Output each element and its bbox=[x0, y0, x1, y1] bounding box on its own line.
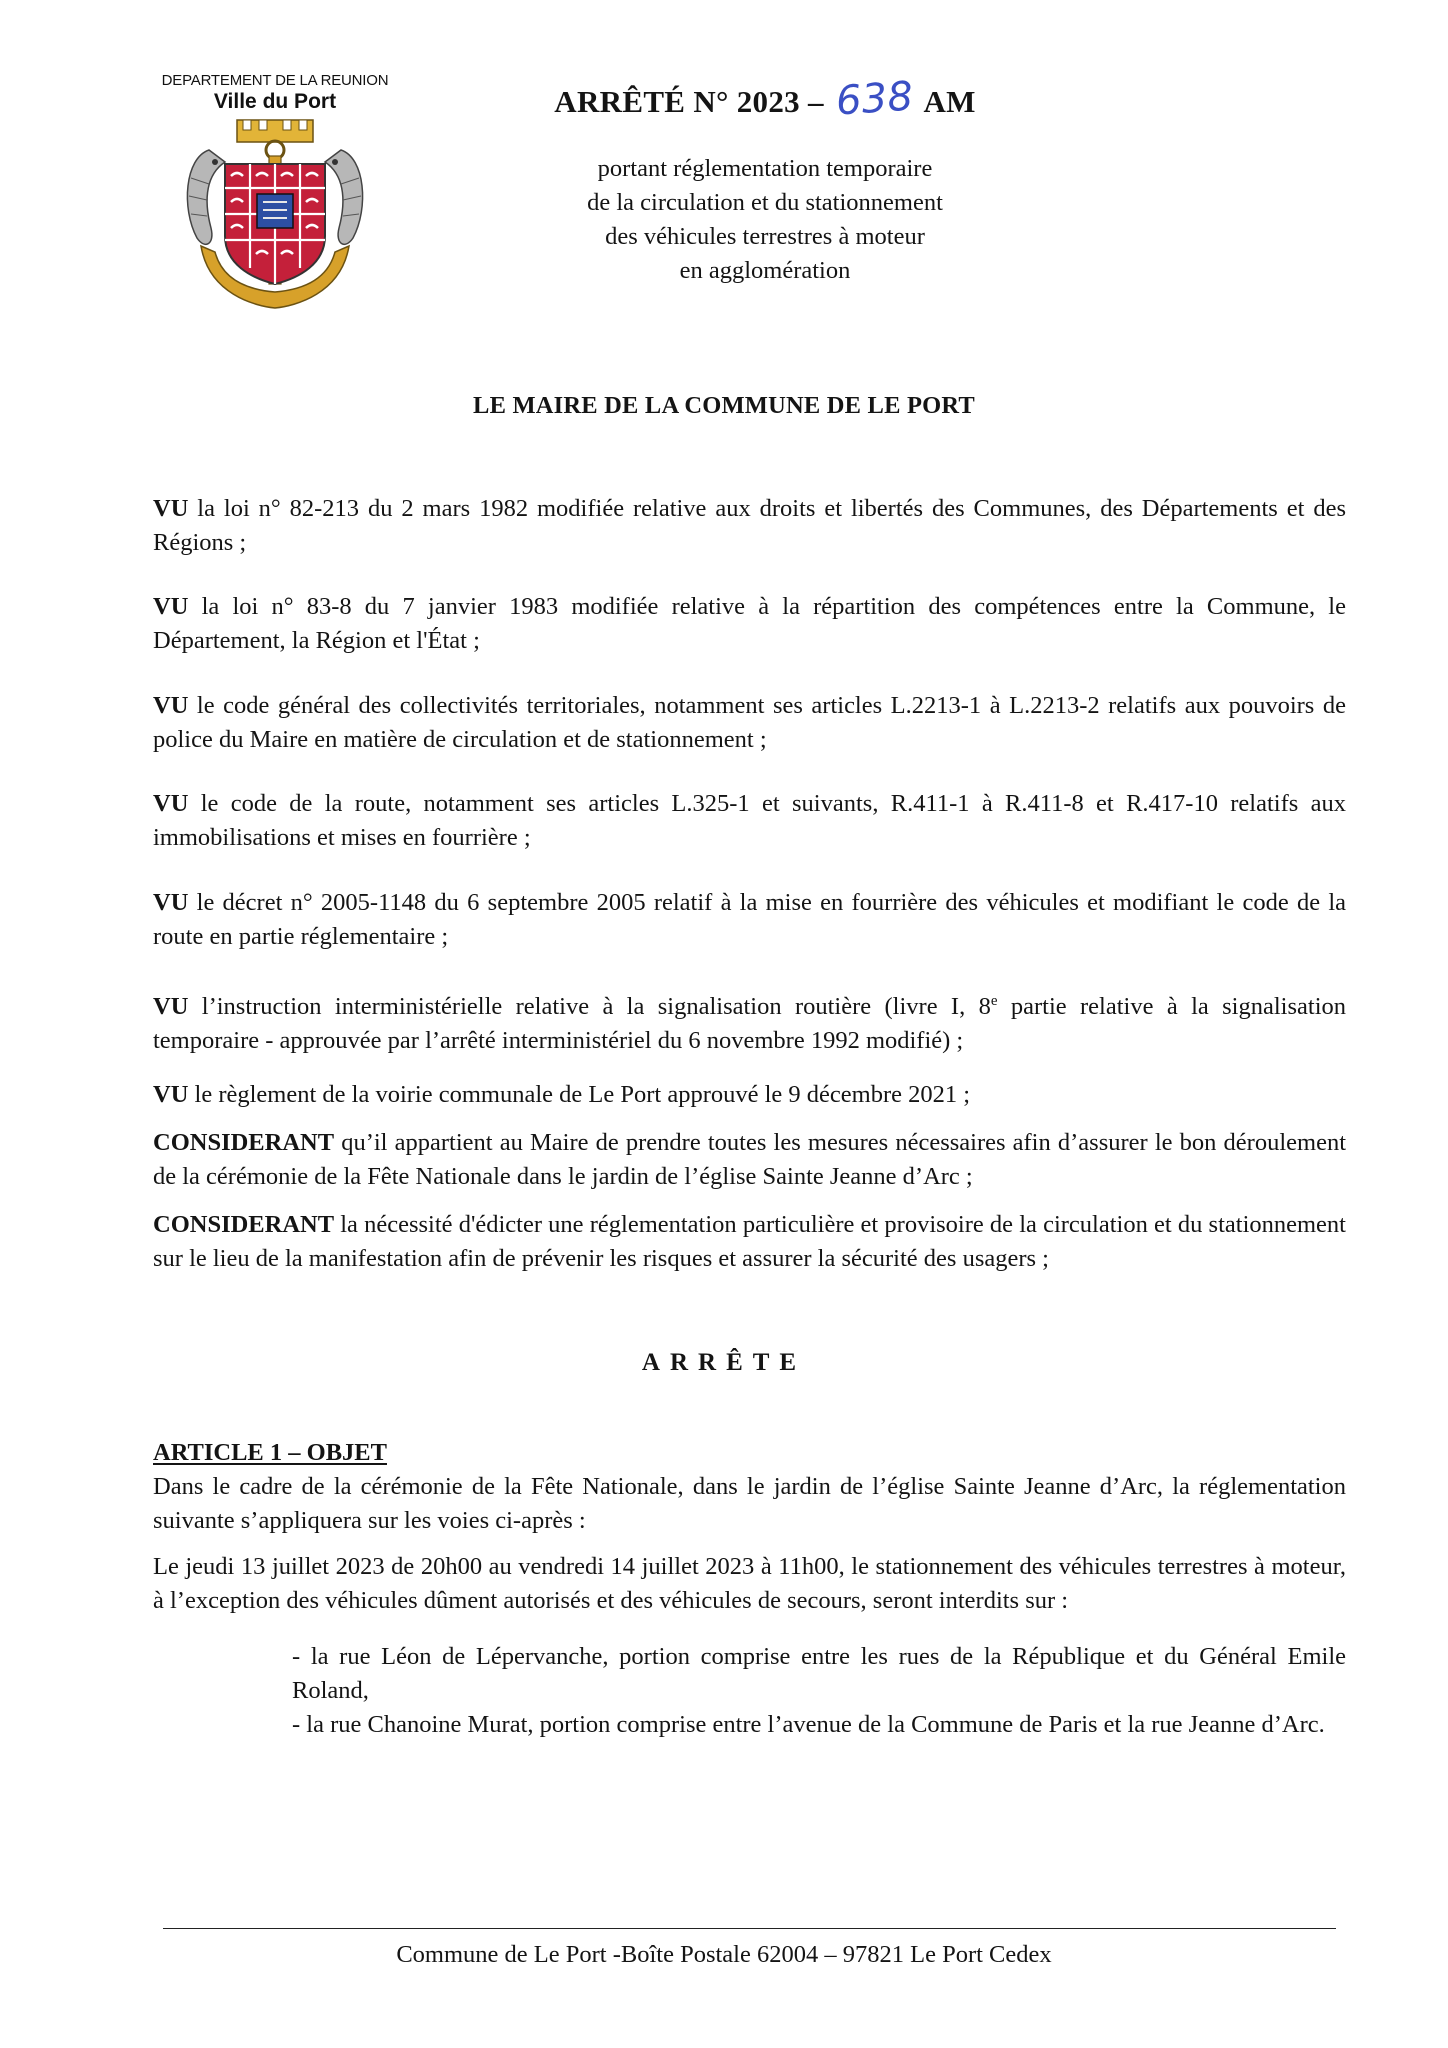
article-1-heading: ARTICLE 1 – OBJET bbox=[153, 1439, 387, 1466]
visa-text: l’instruction interministérielle relative à la signalisation routière (livre I, 8 bbox=[188, 993, 991, 1021]
street-list-item: - la rue Chanoine Murat, portion comprise entre l’avenue de la Commune de Paris et la rue Jeanne d’Arc. bbox=[292, 1711, 1325, 1738]
arrete-prefix: ARRÊTÉ N° 2023 – bbox=[554, 84, 824, 119]
considerant-lead: CONSIDERANT bbox=[153, 1211, 335, 1238]
visa-lead: VU bbox=[153, 889, 189, 916]
footer-divider bbox=[163, 1928, 1336, 1929]
article-1-intro: Dans le cadre de la cérémonie de la Fête Nationale, dans le jardin de l’église Sainte Jeanne d’Arc, la réglementation suivante s’appliquera sur les voies ci-après : bbox=[153, 1473, 1346, 1534]
visa-text: le règlement de la voirie communale de Le Port approuvé le 9 décembre 2021 ; bbox=[188, 1081, 971, 1108]
article-1-period: Le jeudi 13 juillet 2023 de 20h00 au vendredi 14 juillet 2023 à 11h00, le stationnement des véhicules terrestres à moteur, à l’exception des véhicules dûment autorisés et des véhicules de secours, seront interdits sur : bbox=[153, 1553, 1346, 1614]
visa-lead: VU bbox=[153, 692, 189, 719]
visa-paragraph bbox=[153, 492, 1346, 560]
considerant-paragraph bbox=[153, 1208, 1346, 1276]
arrete-suffix: AM bbox=[923, 84, 976, 119]
street-list bbox=[292, 1640, 1346, 1742]
handwritten-arrete-number: 638 bbox=[834, 73, 915, 125]
subtitle-line: des véhicules terrestres à moteur bbox=[605, 223, 925, 250]
article-1-section bbox=[153, 1436, 1346, 1618]
visas-section bbox=[153, 0, 1346, 1350]
street-list-item: - la rue Léon de Lépervanche, portion comprise entre les rues de la République et du Général Emile Roland, bbox=[292, 1643, 1346, 1704]
visa-text: le décret n° 2005-1148 du 6 septembre 2005 relatif à la mise en fourrière des véhicules et modifiant le code de la route en partie réglementaire ; bbox=[153, 889, 1346, 950]
visa-lead: VU bbox=[153, 790, 189, 817]
visa-text: le code de la route, notamment ses articles L.325-1 et suivants, R.411-1 à R.411-8 et R.417-10 relatifs aux immobilisations et mises en fourrière ; bbox=[153, 790, 1346, 851]
subtitle-line: portant réglementation temporaire bbox=[597, 155, 933, 182]
decision-heading: ARRÊTE bbox=[641, 1349, 807, 1376]
considerant-text: qu’il appartient au Maire de prendre toutes les mesures nécessaires afin d’assurer le bon déroulement de la cérémonie de la Fête Nationale dans le jardin de l’église Sainte Jeanne d’Arc ; bbox=[153, 1129, 1346, 1190]
department-label: DEPARTEMENT DE LA REUNION bbox=[161, 72, 389, 89]
visa-lead: VU bbox=[153, 593, 189, 620]
visa-text: la loi n° 82-213 du 2 mars 1982 modifiée relative aux droits et libertés des Communes, des Départements et des Régions ; bbox=[153, 495, 1346, 556]
visa-lead: VU bbox=[153, 495, 189, 522]
visa-paragraph bbox=[153, 787, 1346, 855]
visa-paragraph bbox=[153, 886, 1346, 954]
visa-paragraph bbox=[153, 1078, 1346, 1112]
city-label: Ville du Port bbox=[213, 90, 337, 113]
visa-lead: VU bbox=[153, 993, 189, 1021]
footer-address: Commune de Le Port -Boîte Postale 62004 – 97821 Le Port Cedex bbox=[396, 1941, 1052, 1968]
visa-paragraph bbox=[153, 984, 1346, 1058]
subtitle-line: de la circulation et du stationnement bbox=[587, 189, 943, 216]
visa-text: la loi n° 83-8 du 7 janvier 1983 modifiée relative à la répartition des compétences entre la Commune, le Département, la Région et l'État ; bbox=[153, 593, 1346, 654]
visa-text: partie relative à la signalisation temporaire - approuvée par l’arrêté interministériel du 6 novembre 1992 modifié) ; bbox=[153, 993, 1346, 1055]
visa-text: le code général des collectivités territoriales, notamment ses articles L.2213-1 à L.2213-2 relatifs aux pouvoirs de police du Maire en matière de circulation et de stationnement ; bbox=[153, 692, 1346, 753]
visa-superscript: e bbox=[990, 993, 998, 1009]
visa-lead: VU bbox=[153, 1081, 189, 1108]
visa-paragraph bbox=[153, 590, 1346, 658]
considerant-lead: CONSIDERANT bbox=[153, 1129, 335, 1156]
visa-paragraph bbox=[153, 689, 1346, 757]
considerant-text: la nécessité d'édicter une réglementation particulière et provisoire de la circulation et du stationnement sur le lieu de la manifestation afin de prévenir les risques et assurer la sécurité des usagers ; bbox=[153, 1211, 1346, 1272]
authority-heading: LE MAIRE DE LA COMMUNE DE LE PORT bbox=[473, 392, 975, 419]
subtitle-line: en agglomération bbox=[679, 257, 851, 284]
considerant-paragraph bbox=[153, 1126, 1346, 1194]
